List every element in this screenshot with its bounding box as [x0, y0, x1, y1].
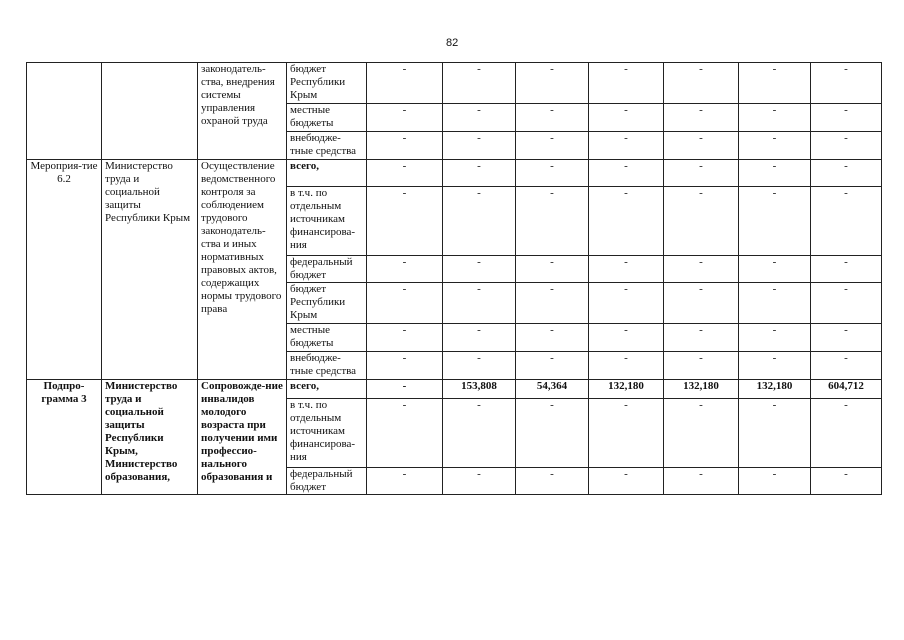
value-cell: -: [516, 160, 589, 187]
value-cell: -: [811, 132, 882, 160]
value-cell: -: [811, 468, 882, 495]
value-cell: -: [443, 63, 516, 104]
value-cell: -: [811, 352, 882, 380]
value-cell: -: [739, 324, 811, 352]
value-cell: -: [589, 352, 664, 380]
value-cell: -: [516, 283, 589, 324]
value-cell: -: [589, 63, 664, 104]
value-cell: -: [739, 352, 811, 380]
source-cell: бюджет Республики Крым: [287, 63, 367, 104]
value-cell: -: [443, 468, 516, 495]
value-cell: -: [516, 324, 589, 352]
executor-cell: Министерство труда и социальной защиты Республики Крым: [102, 160, 198, 380]
value-cell: -: [367, 283, 443, 324]
value-cell: -: [589, 399, 664, 468]
value-cell: 604,712: [811, 380, 882, 399]
value-cell: -: [367, 468, 443, 495]
value-cell: -: [811, 160, 882, 187]
value-cell: -: [811, 104, 882, 132]
value-cell: -: [516, 399, 589, 468]
value-cell: 54,364: [516, 380, 589, 399]
value-cell: -: [367, 352, 443, 380]
value-cell: -: [664, 324, 739, 352]
value-cell: -: [739, 283, 811, 324]
value-cell: -: [664, 63, 739, 104]
value-cell: -: [739, 468, 811, 495]
value-cell: 132,180: [589, 380, 664, 399]
value-cell: -: [589, 160, 664, 187]
value-cell: -: [811, 187, 882, 256]
value-cell: -: [516, 132, 589, 160]
value-cell: -: [367, 399, 443, 468]
value-cell: -: [811, 63, 882, 104]
value-cell: -: [443, 187, 516, 256]
value-cell: -: [367, 324, 443, 352]
value-cell: -: [589, 468, 664, 495]
event-cell: Мероприя-тие 6.2: [27, 160, 102, 380]
table-row: [27, 160, 882, 187]
value-cell: -: [516, 104, 589, 132]
financing-table: [26, 62, 882, 495]
value-cell: -: [739, 256, 811, 283]
source-cell: всего,: [287, 160, 367, 187]
source-cell: федеральный бюджет: [287, 256, 367, 283]
value-cell: -: [811, 283, 882, 324]
executor-cell: Министерство труда и социальной защиты Республики Крым, Министерство образования,: [102, 380, 198, 495]
value-cell: -: [664, 468, 739, 495]
value-cell: -: [443, 132, 516, 160]
value-cell: 153,808: [443, 380, 516, 399]
value-cell: -: [811, 256, 882, 283]
table-row: [27, 63, 882, 104]
event-cell: Подпро-грамма 3: [27, 380, 102, 495]
value-cell: -: [739, 160, 811, 187]
value-cell: -: [443, 399, 516, 468]
value-cell: -: [367, 104, 443, 132]
description-cell: Сопровожде-ние инвалидов молодого возраста при получении ими профессио-нального образования и: [198, 380, 287, 495]
value-cell: -: [664, 160, 739, 187]
value-cell: -: [589, 187, 664, 256]
description-cell: Осуществление ведомственного контроля за соблюдением трудового законодатель-ства и иных нормативных правовых актов, содержащих нормы трудового права: [198, 160, 287, 380]
event-cell: [27, 63, 102, 160]
value-cell: -: [367, 380, 443, 399]
value-cell: -: [664, 283, 739, 324]
value-cell: -: [443, 352, 516, 380]
value-cell: -: [589, 324, 664, 352]
value-cell: -: [367, 187, 443, 256]
source-cell: в т.ч. по отдельным источникам финансирова-ния: [287, 187, 367, 256]
value-cell: -: [443, 283, 516, 324]
source-cell: в т.ч. по отдельным источникам финансирова-ния: [287, 399, 367, 468]
source-cell: местные бюджеты: [287, 104, 367, 132]
value-cell: -: [664, 256, 739, 283]
value-cell: -: [516, 468, 589, 495]
value-cell: -: [589, 283, 664, 324]
value-cell: -: [516, 256, 589, 283]
source-cell: бюджет Республики Крым: [287, 283, 367, 324]
value-cell: -: [664, 352, 739, 380]
value-cell: -: [516, 187, 589, 256]
source-cell: внебюдже-тные средства: [287, 352, 367, 380]
value-cell: -: [739, 104, 811, 132]
value-cell: -: [589, 256, 664, 283]
value-cell: -: [739, 187, 811, 256]
value-cell: -: [739, 399, 811, 468]
value-cell: -: [664, 132, 739, 160]
description-cell: законодатель-ства, внедрения системы управления охраной труда: [198, 63, 287, 160]
source-cell: федеральный бюджет: [287, 468, 367, 495]
value-cell: 132,180: [739, 380, 811, 399]
value-cell: -: [739, 63, 811, 104]
value-cell: -: [443, 256, 516, 283]
value-cell: -: [739, 132, 811, 160]
executor-cell: [102, 63, 198, 160]
source-cell: местные бюджеты: [287, 324, 367, 352]
value-cell: -: [367, 63, 443, 104]
page-number: 82: [446, 37, 459, 49]
value-cell: -: [811, 324, 882, 352]
value-cell: -: [367, 256, 443, 283]
value-cell: -: [589, 104, 664, 132]
value-cell: -: [443, 160, 516, 187]
value-cell: -: [589, 132, 664, 160]
value-cell: -: [664, 187, 739, 256]
value-cell: -: [443, 104, 516, 132]
source-cell: всего,: [287, 380, 367, 399]
value-cell: -: [516, 352, 589, 380]
value-cell: -: [664, 399, 739, 468]
source-cell: внебюдже-тные средства: [287, 132, 367, 160]
value-cell: -: [516, 63, 589, 104]
value-cell: -: [367, 132, 443, 160]
value-cell: -: [443, 324, 516, 352]
value-cell: 132,180: [664, 380, 739, 399]
table-row: [27, 380, 882, 399]
value-cell: -: [367, 160, 443, 187]
value-cell: -: [664, 104, 739, 132]
value-cell: -: [811, 399, 882, 468]
